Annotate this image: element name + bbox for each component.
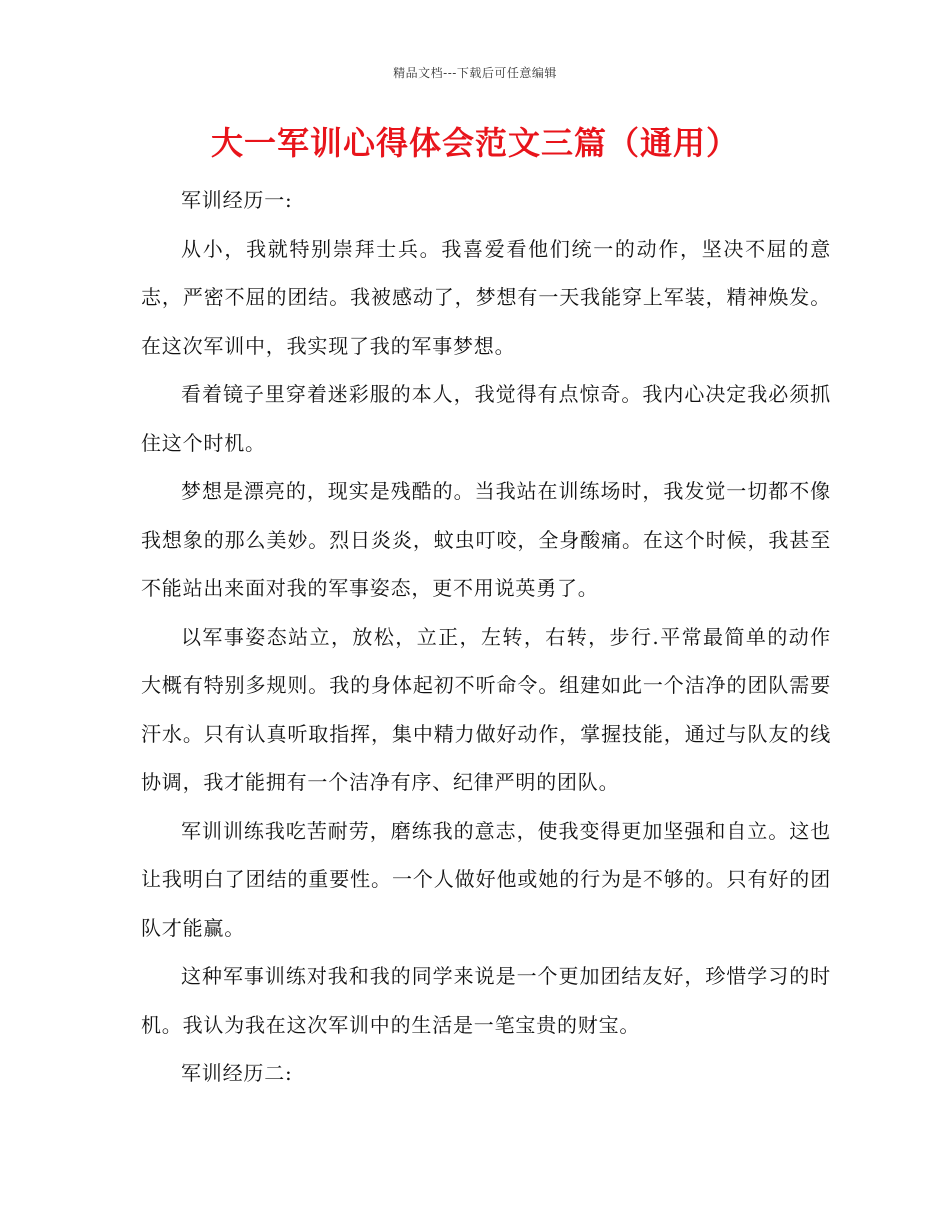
body-paragraph: 以军事姿态站立，放松，立正，左转，右转，步行.平常最简单的动作大概有特别多规则。我的身体起初不听命令。组建如此一个洁净的团队需要汗水。只有认真听取指挥，集中精力做好动作，掌握技能，通过与队友的线协调，我才能拥有一个洁净有序、纪律严明的团队。 — [141, 624, 831, 794]
body-paragraph: 这种军事训练对我和我的同学来说是一个更加团结友好，珍惜学习的时机。我认为我在这次军训中的生活是一笔宝贵的财宝。 — [141, 964, 831, 1037]
body-paragraph: 从小，我就特别崇拜士兵。我喜爱看他们统一的动作，坚决不屈的意志，严密不屈的团结。我被感动了，梦想有一天我能穿上军装，精神焕发。在这次军训中，我实现了我的军事梦想。 — [141, 236, 831, 358]
document-title: 大一军训心得体会范文三篇（通用） — [210, 124, 739, 162]
body-paragraph: 军训训练我吃苦耐劳，磨练我的意志，使我变得更加坚强和自立。这也让我明白了团结的重要性。一个人做好他或她的行为是不够的。只有好的团队才能赢。 — [141, 818, 831, 940]
body-paragraph: 看着镜子里穿着迷彩服的本人，我觉得有点惊奇。我内心决定我必须抓住这个时机。 — [141, 382, 831, 455]
section-heading-2: 军训经历二: — [181, 1061, 293, 1085]
document-body — [141, 176, 831, 1098]
body-paragraph: 梦想是漂亮的，现实是残酷的。当我站在训练场时，我发觉一切都不像我想象的那么美妙。烈日炎炎，蚊虫叮咬，全身酸痛。在这个时候，我甚至不能站出来面对我的军事姿态，更不用说英勇了。 — [141, 479, 831, 600]
header-note: 精品文档---下载后可任意编辑 — [393, 66, 557, 80]
section-heading-1: 军训经历一: — [181, 188, 293, 212]
